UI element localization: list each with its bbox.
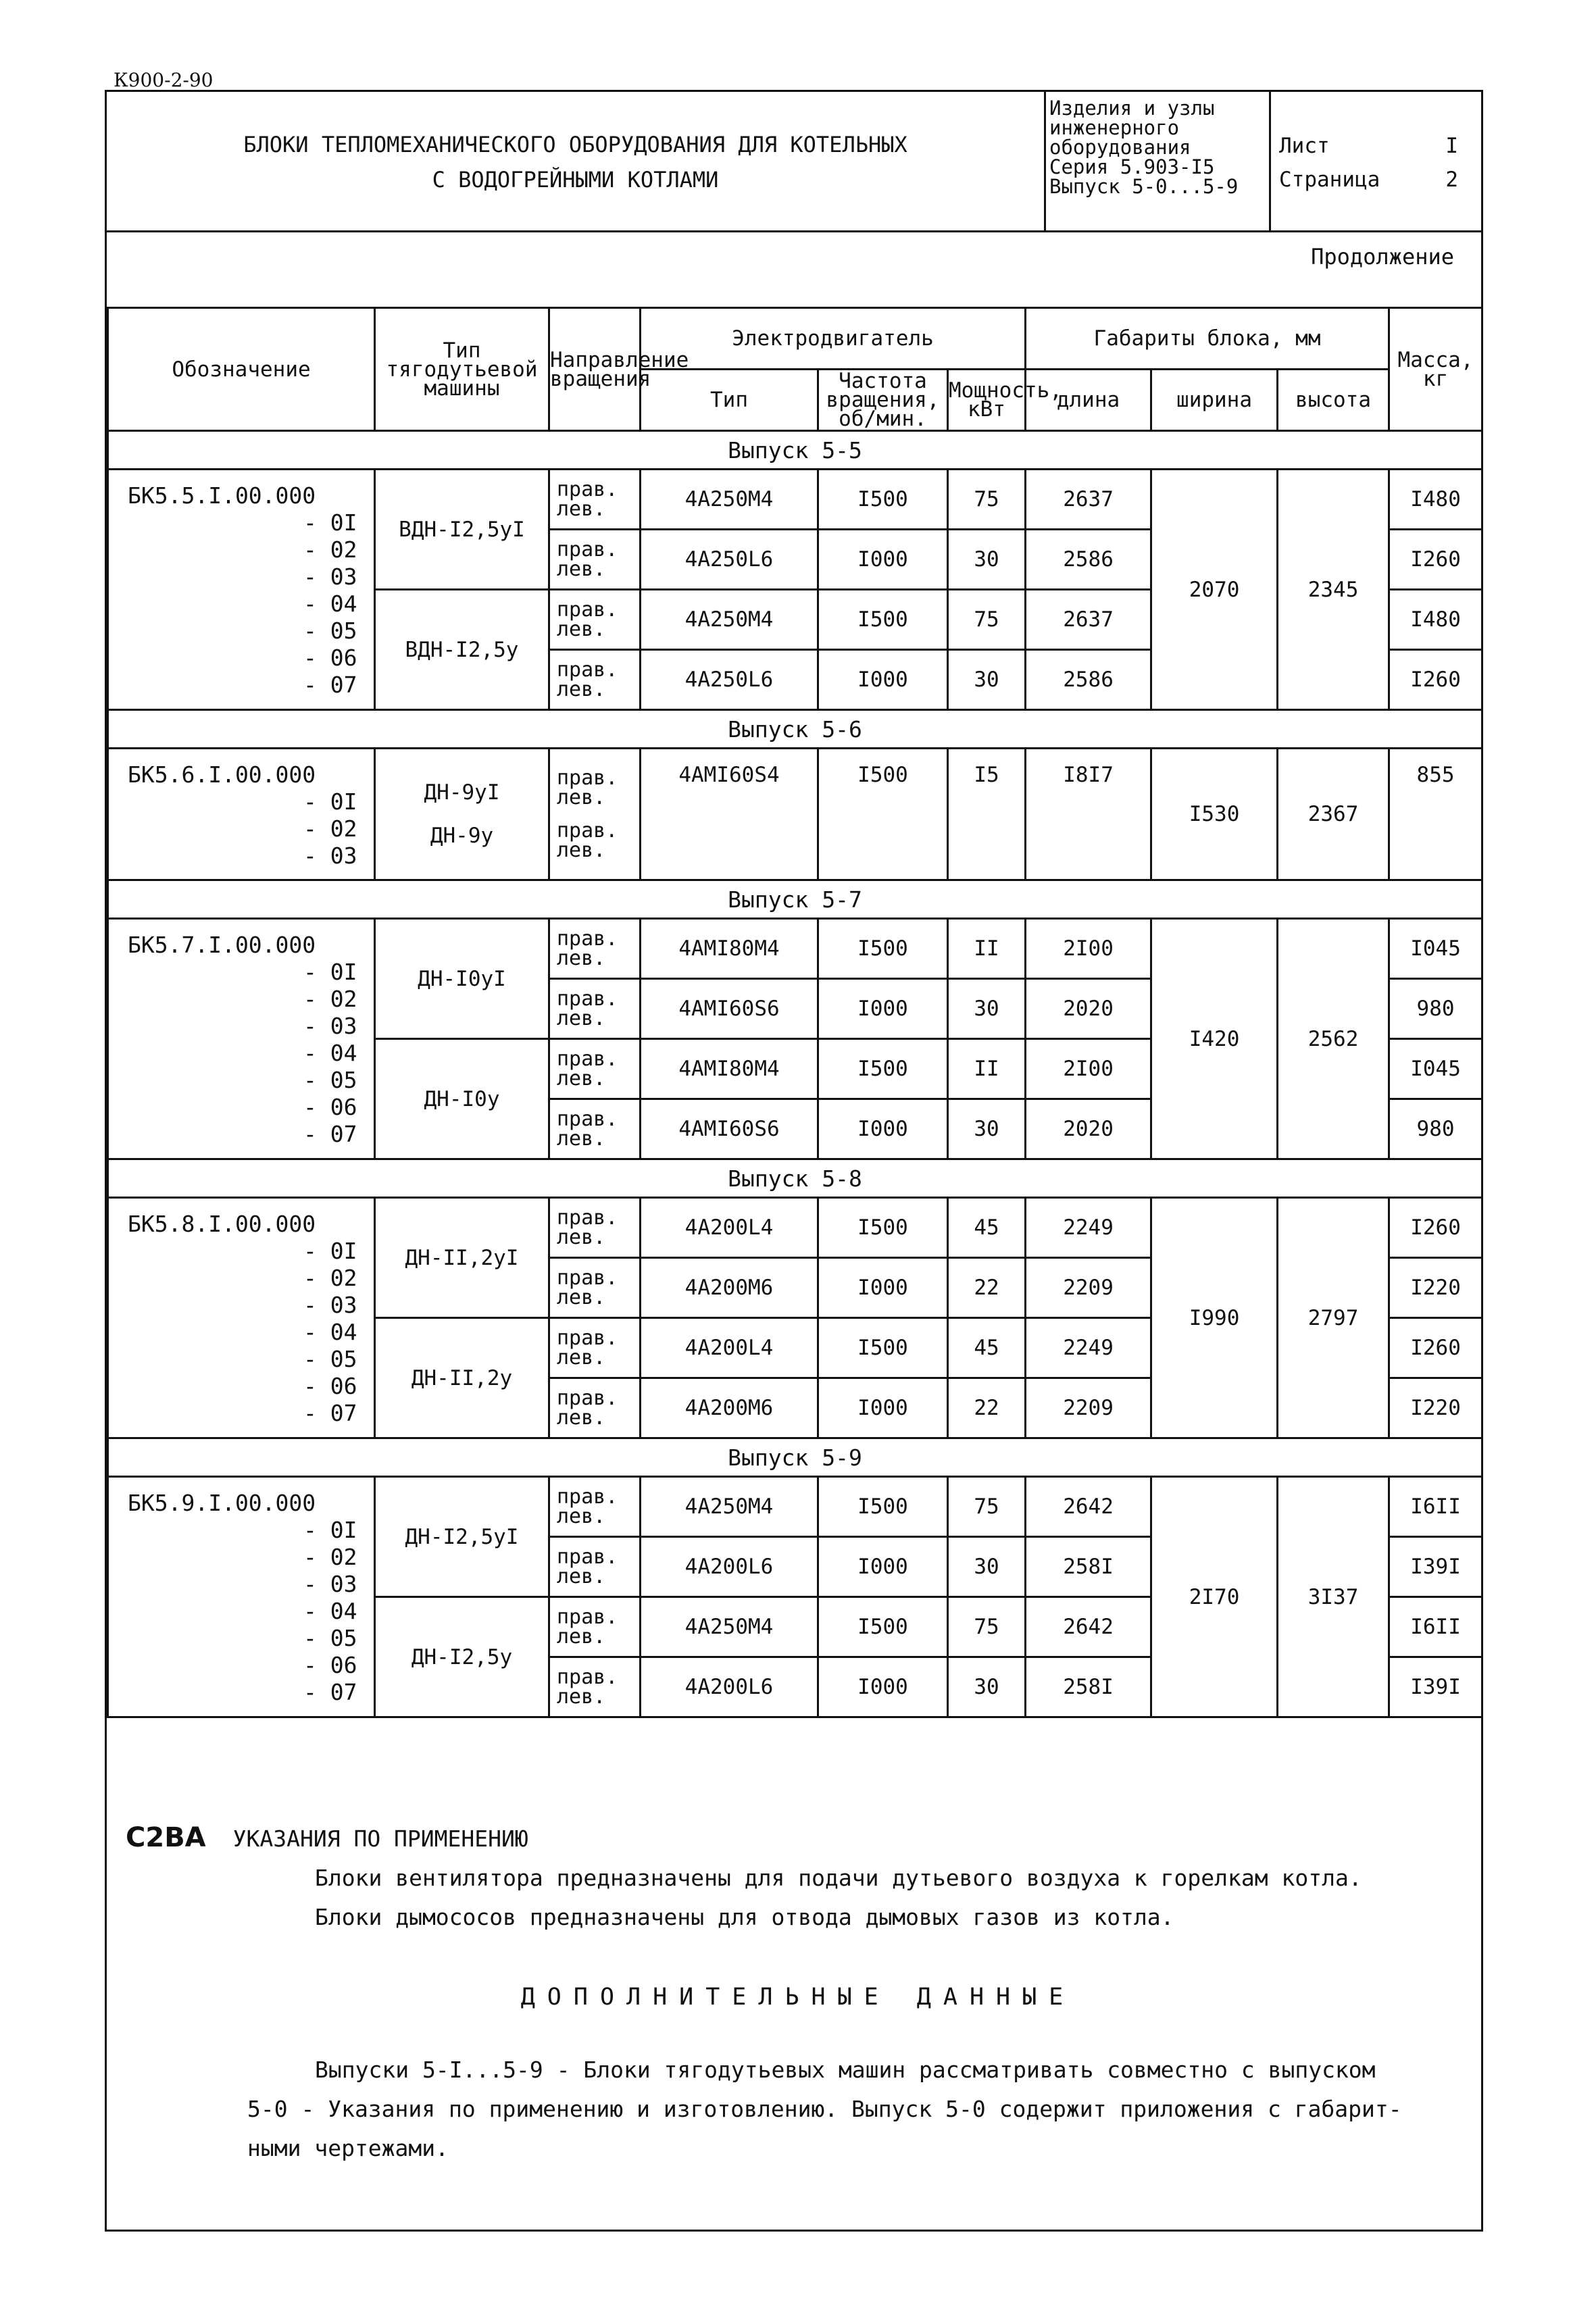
sheet-value: I — [1445, 134, 1458, 158]
direction-right: прав. — [557, 987, 618, 1011]
direction-left: лев. — [557, 1067, 606, 1090]
direction-left: лев. — [557, 1286, 606, 1309]
direction-right: прав. — [557, 1206, 618, 1230]
motor-type: 4А250М4 — [641, 470, 818, 530]
length: 2020 — [1026, 1099, 1151, 1159]
speed: I500 — [818, 1198, 948, 1258]
mass: I480 — [1389, 470, 1482, 530]
direction-cell — [549, 1378, 641, 1438]
direction-cell — [549, 749, 641, 880]
header-motor: Электродвигатель — [641, 308, 1026, 370]
designation-cell — [108, 1198, 375, 1438]
direction-right: прав. — [557, 1326, 618, 1350]
machine-type: ДН-II,2уI — [375, 1198, 549, 1318]
motor-type: 4А200М6 — [641, 1258, 818, 1318]
sheet-row — [1279, 134, 1475, 158]
designation-cell — [108, 1477, 375, 1717]
issue-row — [108, 710, 1482, 749]
document-title — [107, 92, 1046, 230]
height: 2345 — [1278, 470, 1389, 710]
designation-suffix: - 06 — [303, 645, 357, 671]
designation-cell — [108, 919, 375, 1159]
speed: I000 — [818, 1378, 948, 1438]
document-number: К900-2-90 — [114, 69, 214, 91]
direction: прав. лев. — [557, 766, 618, 809]
motor-type: 4А250L6 — [641, 650, 818, 710]
direction-left: лев. — [557, 1625, 606, 1649]
stamp-code: С2ВА — [126, 1822, 206, 1853]
direction-right: прав. — [557, 1485, 618, 1509]
direction-left: лев. — [557, 557, 606, 581]
header-length: длина — [1026, 370, 1151, 431]
power: II — [948, 1039, 1026, 1099]
direction-right: прав. — [557, 927, 618, 951]
issue-title: Выпуск 5-6 — [108, 710, 1482, 749]
extra-line: Выпуски 5-I...5-9 - Блоки тягодутьевых машин рассматривать совместно с выпуском — [315, 2057, 1376, 2083]
machine-type: ВДН-I2,5у — [375, 590, 549, 710]
direction-cell — [549, 1258, 641, 1318]
length: 2249 — [1026, 1198, 1151, 1258]
designation-suffix: - 02 — [303, 1544, 357, 1570]
power: 30 — [948, 530, 1026, 590]
power: 30 — [948, 1099, 1026, 1159]
direction-left: лев. — [557, 1406, 606, 1430]
speed: I000 — [818, 1258, 948, 1318]
direction-cell — [549, 1597, 641, 1657]
motor-type: 4А200L4 — [641, 1318, 818, 1378]
designation-suffix: - 04 — [303, 590, 357, 617]
mass: 855 — [1389, 749, 1482, 880]
direction-cell — [549, 650, 641, 710]
direction-left: лев. — [557, 1127, 606, 1151]
direction-right: прав. — [557, 598, 618, 622]
issue-title: Выпуск 5-5 — [108, 431, 1482, 470]
direction-right: прав. — [557, 1107, 618, 1131]
direction-cell — [549, 590, 641, 650]
machine-type: ДН-9у — [430, 824, 494, 848]
motor-type: 4А250М4 — [641, 590, 818, 650]
length: 2642 — [1026, 1477, 1151, 1537]
notes-heading: УКАЗАНИЯ ПО ПРИМЕНЕНИЮ — [232, 1826, 528, 1852]
designation: БК5.7.I.00.000 — [128, 932, 316, 958]
direction-left: лев. — [557, 1346, 606, 1369]
power: 75 — [948, 470, 1026, 530]
motor-type: 4А200L4 — [641, 1198, 818, 1258]
designation-suffix: - 05 — [303, 1067, 357, 1093]
page-label: Страница — [1279, 168, 1380, 192]
speed: I500 — [818, 1318, 948, 1378]
length: 2637 — [1026, 470, 1151, 530]
direction: прав. лев. — [557, 819, 618, 862]
power: 30 — [948, 1537, 1026, 1597]
width: I990 — [1151, 1198, 1278, 1438]
motor-type: 4А250М4 — [641, 1477, 818, 1537]
designation-suffix: - 0I — [303, 959, 357, 985]
note-line: Блоки дымососов предназначены для отвода дымовых газов из котла. — [315, 1904, 1174, 1930]
speed: I000 — [818, 979, 948, 1039]
series-line: Выпуск 5-0...5-9 — [1049, 175, 1239, 198]
direction-right: прав. — [557, 1605, 618, 1629]
speed: I500 — [818, 1477, 948, 1537]
direction-right: прав. — [557, 1266, 618, 1290]
power: 75 — [948, 1597, 1026, 1657]
header-direction: Направление вращения — [549, 308, 641, 431]
designation-suffix: - 05 — [303, 618, 357, 644]
sheet-label: Лист — [1279, 134, 1330, 158]
width: 2070 — [1151, 470, 1278, 710]
machine-type: ДН-9уI — [424, 780, 500, 805]
direction-right: прав. — [557, 1545, 618, 1569]
mass: I6II — [1389, 1597, 1482, 1657]
mass: I39I — [1389, 1657, 1482, 1717]
mass: I6II — [1389, 1477, 1482, 1537]
direction-left: лев. — [557, 1565, 606, 1588]
direction-left: лев. — [557, 1505, 606, 1528]
length: I8I7 — [1026, 749, 1151, 880]
length: 2209 — [1026, 1378, 1151, 1438]
motor-type: 4АМI60S4 — [641, 749, 818, 880]
designation-suffix: - 07 — [303, 1679, 357, 1705]
power: II — [948, 919, 1026, 979]
mass: I045 — [1389, 919, 1482, 979]
continuation-label: Продолжение — [1311, 244, 1454, 270]
direction-left: лев. — [557, 1007, 606, 1030]
length: 258I — [1026, 1537, 1151, 1597]
extra-line: 5-0 - Указания по применению и изготовлению. Выпуск 5-0 содержит приложения с габарит- — [247, 2096, 1402, 2122]
designation-suffix: - 07 — [303, 1121, 357, 1147]
direction-cell — [549, 979, 641, 1039]
power: 75 — [948, 590, 1026, 650]
motor-type: 4А250М4 — [641, 1597, 818, 1657]
speed: I500 — [818, 1597, 948, 1657]
designation: БК5.8.I.00.000 — [128, 1211, 316, 1237]
power: 22 — [948, 1378, 1026, 1438]
note-line: Блоки вентилятора предназначены для подачи дутьевого воздуха к горелкам котла. — [315, 1865, 1362, 1891]
designation: БК5.9.I.00.000 — [128, 1490, 316, 1516]
direction-left: лев. — [557, 497, 606, 521]
title-line-2: С ВОДОГРЕЙНЫМИ КОТЛАМИ — [432, 167, 719, 193]
power: I5 — [948, 749, 1026, 880]
sheet-info — [1269, 92, 1483, 230]
designation-suffix: - 02 — [303, 536, 357, 563]
series-line: Серия 5.903-I5 — [1049, 155, 1215, 178]
width: I530 — [1151, 749, 1278, 880]
designation-suffix: - 06 — [303, 1652, 357, 1678]
direction-right: прав. — [557, 478, 618, 501]
header-width: ширина — [1151, 370, 1278, 431]
direction-left: лев. — [557, 1226, 606, 1249]
designation-suffix: - 02 — [303, 1265, 357, 1291]
speed: I500 — [818, 470, 948, 530]
table-row — [108, 470, 1482, 530]
header-machine-type: Тип тягодутьевой машины — [375, 308, 549, 431]
motor-type: 4А200М6 — [641, 1378, 818, 1438]
power: 75 — [948, 1477, 1026, 1537]
issue-title: Выпуск 5-8 — [108, 1159, 1482, 1198]
speed: I500 — [818, 590, 948, 650]
designation-suffix: - 02 — [303, 815, 357, 842]
speed: I000 — [818, 1537, 948, 1597]
direction-left: лев. — [557, 618, 606, 641]
designation-suffix: - 0I — [303, 509, 357, 536]
mass: 980 — [1389, 979, 1482, 1039]
power: 30 — [948, 979, 1026, 1039]
extra-line: ными чертежами. — [247, 2135, 449, 2161]
header-motor-type: Тип — [641, 370, 818, 431]
issue-title: Выпуск 5-7 — [108, 880, 1482, 919]
direction-left: лев. — [557, 678, 606, 701]
speed: I000 — [818, 1099, 948, 1159]
header-power: Мощность, кВт — [948, 370, 1026, 431]
series-line: Изделия и узлы — [1049, 97, 1215, 120]
header-speed: Частота вращения, об/мин. — [818, 370, 948, 431]
width: 2I70 — [1151, 1477, 1278, 1717]
direction-cell — [549, 470, 641, 530]
page-value: 2 — [1445, 168, 1458, 192]
designation-cell — [108, 470, 375, 710]
series-line: оборудования — [1049, 136, 1191, 159]
machine-type: ДН-I2,5у — [375, 1597, 549, 1717]
length: 2I00 — [1026, 1039, 1151, 1099]
notes-section — [126, 1818, 1470, 2168]
drawing-frame — [105, 90, 1483, 2232]
direction-cell — [549, 1477, 641, 1537]
designation-suffix: - 04 — [303, 1319, 357, 1345]
direction-right: прав. — [557, 1047, 618, 1071]
designation-suffix: - 03 — [303, 1013, 357, 1039]
designation: БК5.6.I.00.000 — [128, 761, 316, 788]
direction-cell — [549, 1198, 641, 1258]
machine-type-cell — [375, 749, 549, 880]
speed: I000 — [818, 530, 948, 590]
mass: I260 — [1389, 1318, 1482, 1378]
direction-cell — [549, 1657, 641, 1717]
length: 2I00 — [1026, 919, 1151, 979]
designation: БК5.5.I.00.000 — [128, 482, 316, 509]
header-height: высота — [1278, 370, 1389, 431]
motor-type: 4А250L6 — [641, 530, 818, 590]
issue-row — [108, 1159, 1482, 1198]
length: 258I — [1026, 1657, 1151, 1717]
designation-suffix: - 06 — [303, 1373, 357, 1399]
mass: I260 — [1389, 530, 1482, 590]
designation-suffix: - 07 — [303, 1400, 357, 1426]
issue-title: Выпуск 5-9 — [108, 1438, 1482, 1477]
designation-suffix: - 07 — [303, 672, 357, 698]
height: 2367 — [1278, 749, 1389, 880]
power: 30 — [948, 650, 1026, 710]
speed: I500 — [818, 919, 948, 979]
equipment-table — [107, 307, 1483, 1718]
speed: I500 — [818, 1039, 948, 1099]
height: 3I37 — [1278, 1477, 1389, 1717]
designation-suffix: - 06 — [303, 1094, 357, 1120]
designation-suffix: - 03 — [303, 1571, 357, 1597]
mass: I220 — [1389, 1258, 1482, 1318]
designation-suffix: - 03 — [303, 1292, 357, 1318]
issue-row — [108, 880, 1482, 919]
direction-cell — [549, 1099, 641, 1159]
mass: I480 — [1389, 590, 1482, 650]
extra-heading: ДОПОЛНИТЕЛЬНЫЕ ДАННЫЕ — [520, 1984, 1076, 2011]
direction-right: прав. — [557, 538, 618, 561]
mass: I260 — [1389, 1198, 1482, 1258]
designation-cell — [108, 749, 375, 880]
motor-type: 4АМI60S6 — [641, 979, 818, 1039]
speed: I000 — [818, 650, 948, 710]
designation-suffix: - 05 — [303, 1625, 357, 1651]
designation-suffix: - 05 — [303, 1346, 357, 1372]
power: 30 — [948, 1657, 1026, 1717]
machine-type: ДН-I0у — [375, 1039, 549, 1159]
series-info — [1049, 99, 1266, 197]
designation-suffix: - 04 — [303, 1598, 357, 1624]
title-line-1: БЛОКИ ТЕПЛОМЕХАНИЧЕСКОГО ОБОРУДОВАНИЯ ДЛЯ КОТЕЛЬНЫХ — [243, 132, 907, 157]
direction-cell — [549, 1537, 641, 1597]
machine-type: ДН-II,2у — [375, 1318, 549, 1438]
power: 22 — [948, 1258, 1026, 1318]
length: 2637 — [1026, 590, 1151, 650]
issue-row — [108, 1438, 1482, 1477]
machine-type: ДН-I0уI — [375, 919, 549, 1039]
length: 2586 — [1026, 530, 1151, 590]
mass: 980 — [1389, 1099, 1482, 1159]
header-mass: Масса, кг — [1389, 308, 1482, 431]
motor-type: 4АМI80М4 — [641, 919, 818, 979]
direction-cell — [549, 919, 641, 979]
direction-cell — [549, 1039, 641, 1099]
issue-row — [108, 431, 1482, 470]
direction-left: лев. — [557, 1685, 606, 1709]
direction-right: прав. — [557, 658, 618, 682]
designation-suffix: - 0I — [303, 788, 357, 815]
designation-suffix: - 03 — [303, 563, 357, 590]
length: 2020 — [1026, 979, 1151, 1039]
power: 45 — [948, 1198, 1026, 1258]
length: 2249 — [1026, 1318, 1151, 1378]
page-row — [1279, 168, 1475, 192]
title-block — [107, 92, 1481, 232]
direction-cell — [549, 1318, 641, 1378]
motor-type: 4АМI60S6 — [641, 1099, 818, 1159]
machine-type: ДН-I2,5уI — [375, 1477, 549, 1597]
height: 2562 — [1278, 919, 1389, 1159]
motor-type: 4А200L6 — [641, 1537, 818, 1597]
direction-right: прав. — [557, 1665, 618, 1689]
speed: I500 — [818, 749, 948, 880]
mass: I220 — [1389, 1378, 1482, 1438]
direction-right: прав. — [557, 1386, 618, 1410]
length: 2642 — [1026, 1597, 1151, 1657]
designation-suffix: - 0I — [303, 1238, 357, 1264]
direction-cell — [549, 530, 641, 590]
table-row — [108, 749, 1482, 880]
speed: I000 — [818, 1657, 948, 1717]
motor-type: 4А200L6 — [641, 1657, 818, 1717]
motor-type: 4АМI80М4 — [641, 1039, 818, 1099]
mass: I260 — [1389, 650, 1482, 710]
header-dimensions: Габариты блока, мм — [1026, 308, 1389, 370]
length: 2586 — [1026, 650, 1151, 710]
table-row — [108, 1198, 1482, 1258]
mass: I39I — [1389, 1537, 1482, 1597]
series-line: инженерного — [1049, 116, 1180, 139]
mass: I045 — [1389, 1039, 1482, 1099]
direction-left: лев. — [557, 947, 606, 970]
designation-suffix: - 03 — [303, 842, 357, 869]
machine-type: ВДН-I2,5уI — [375, 470, 549, 590]
designation-suffix: - 02 — [303, 986, 357, 1012]
power: 45 — [948, 1318, 1026, 1378]
table-row — [108, 919, 1482, 979]
table-row — [108, 1477, 1482, 1537]
width: I420 — [1151, 919, 1278, 1159]
designation-suffix: - 0I — [303, 1517, 357, 1543]
table-body — [108, 431, 1482, 1717]
designation-suffix: - 04 — [303, 1040, 357, 1066]
length: 2209 — [1026, 1258, 1151, 1318]
height: 2797 — [1278, 1198, 1389, 1438]
header-designation: Обозначение — [108, 308, 375, 431]
